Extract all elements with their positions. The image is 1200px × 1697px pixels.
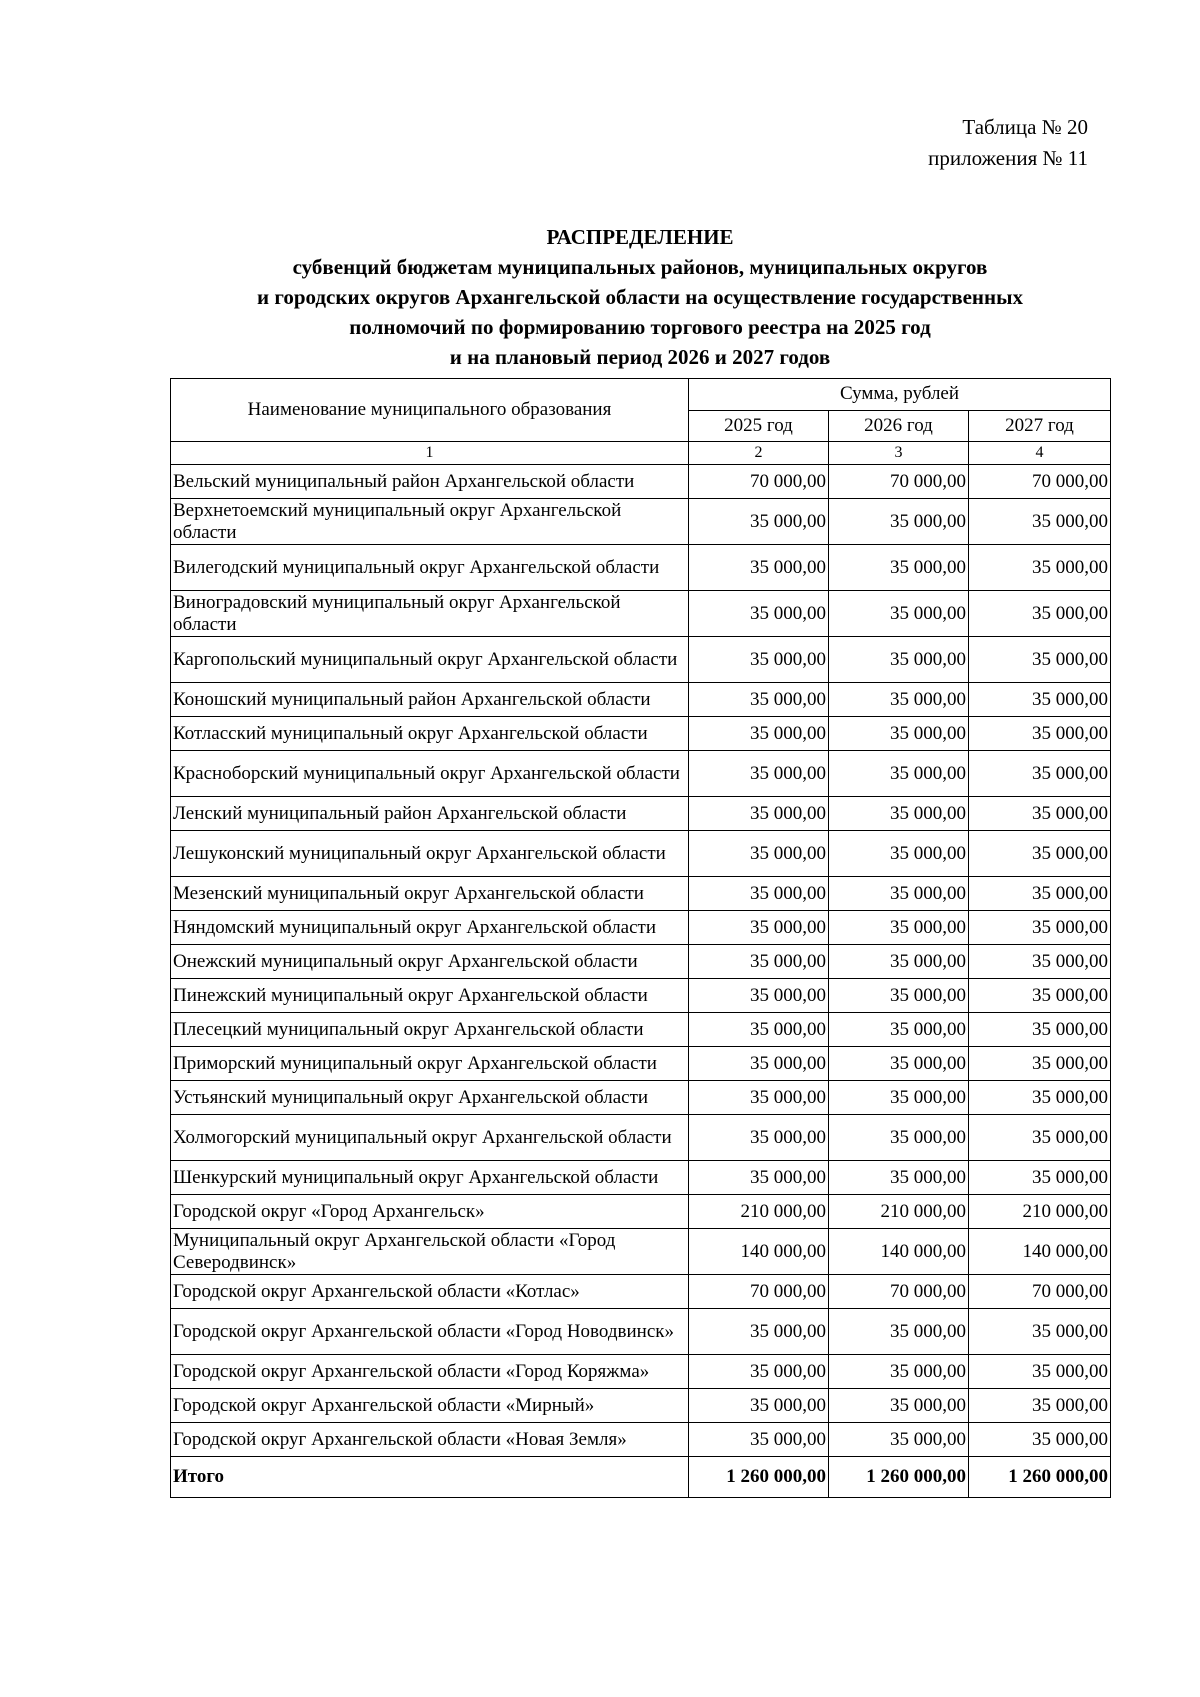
amount-2026-cell: 140 000,00 xyxy=(829,1229,969,1275)
amount-2026-cell: 35 000,00 xyxy=(829,591,969,637)
amount-2026-cell: 35 000,00 xyxy=(829,1081,969,1115)
title-heading: РАСПРЕДЕЛЕНИЕ xyxy=(546,225,734,249)
amount-2027-cell: 210 000,00 xyxy=(969,1195,1111,1229)
municipality-name-cell: Холмогорский муниципальный округ Архангельской области xyxy=(171,1115,689,1161)
amount-2026-cell: 35 000,00 xyxy=(829,1309,969,1355)
amount-2027-cell: 35 000,00 xyxy=(969,637,1111,683)
amount-2026-cell: 35 000,00 xyxy=(829,1355,969,1389)
table-row xyxy=(171,1047,1111,1081)
amount-2026-cell: 35 000,00 xyxy=(829,831,969,877)
amount-2026-cell: 210 000,00 xyxy=(829,1195,969,1229)
amount-2025-cell: 35 000,00 xyxy=(689,1309,829,1355)
municipality-name-cell: Ленский муниципальный район Архангельской области xyxy=(171,797,689,831)
amount-2025-cell: 35 000,00 xyxy=(689,1115,829,1161)
amount-2027-cell: 35 000,00 xyxy=(969,1047,1111,1081)
amount-2027-cell: 70 000,00 xyxy=(969,465,1111,499)
amount-2025-cell: 35 000,00 xyxy=(689,797,829,831)
municipality-name-cell: Красноборский муниципальный округ Архангельской области xyxy=(171,751,689,797)
amount-2027-cell: 35 000,00 xyxy=(969,1161,1111,1195)
municipality-name-cell: Вилегодский муниципальный округ Архангельской области xyxy=(171,545,689,591)
table-row xyxy=(171,1081,1111,1115)
table-row xyxy=(171,591,1111,637)
total-2027: 1 260 000,00 xyxy=(969,1457,1111,1498)
table-row xyxy=(171,797,1111,831)
title-line-2: и городских округов Архангельской области на осуществление государственных xyxy=(257,285,1023,309)
total-2025: 1 260 000,00 xyxy=(689,1457,829,1498)
amount-2025-cell: 210 000,00 xyxy=(689,1195,829,1229)
table-row xyxy=(171,1389,1111,1423)
annex-table-number: Таблица № 20 xyxy=(962,115,1088,139)
amount-2026-cell: 35 000,00 xyxy=(829,979,969,1013)
amount-2026-cell: 35 000,00 xyxy=(829,1161,969,1195)
column-number: 3 xyxy=(829,442,969,465)
amount-2027-cell: 35 000,00 xyxy=(969,1081,1111,1115)
title-line-1: субвенций бюджетам муниципальных районов, муниципальных округов xyxy=(292,255,988,279)
municipality-name-cell: Городской округ Архангельской области «Город Новодвинск» xyxy=(171,1309,689,1355)
amount-2026-cell: 35 000,00 xyxy=(829,911,969,945)
table-row xyxy=(171,1013,1111,1047)
column-number: 1 xyxy=(171,442,689,465)
amount-2026-cell: 35 000,00 xyxy=(829,1047,969,1081)
column-number: 4 xyxy=(969,442,1111,465)
amount-2026-cell: 35 000,00 xyxy=(829,545,969,591)
amount-2027-cell: 35 000,00 xyxy=(969,1423,1111,1457)
amount-2026-cell: 35 000,00 xyxy=(829,1389,969,1423)
municipality-name-cell: Мезенский муниципальный округ Архангельской области xyxy=(171,877,689,911)
amount-2026-cell: 35 000,00 xyxy=(829,683,969,717)
municipality-name-cell: Котласский муниципальный округ Архангельской области xyxy=(171,717,689,751)
table-row xyxy=(171,831,1111,877)
amount-2025-cell: 35 000,00 xyxy=(689,1081,829,1115)
amount-2027-cell: 35 000,00 xyxy=(969,877,1111,911)
amount-2026-cell: 35 000,00 xyxy=(829,499,969,545)
amount-2027-cell: 35 000,00 xyxy=(969,1389,1111,1423)
table-row xyxy=(171,1229,1111,1275)
amount-2027-cell: 35 000,00 xyxy=(969,545,1111,591)
amount-2025-cell: 35 000,00 xyxy=(689,1161,829,1195)
table-row xyxy=(171,945,1111,979)
table-row xyxy=(171,877,1111,911)
table-row xyxy=(171,1423,1111,1457)
municipality-name-cell: Лешуконский муниципальный округ Архангельской области xyxy=(171,831,689,877)
table-row xyxy=(171,683,1111,717)
amount-2026-cell: 35 000,00 xyxy=(829,797,969,831)
municipality-name-cell: Городской округ Архангельской области «Город Коряжма» xyxy=(171,1355,689,1389)
amount-2025-cell: 35 000,00 xyxy=(689,911,829,945)
municipality-name-cell: Муниципальный округ Архангельской области «Город Северодвинск» xyxy=(171,1229,689,1275)
amount-2025-cell: 70 000,00 xyxy=(689,1275,829,1309)
municipality-name-cell: Городской округ Архангельской области «Котлас» xyxy=(171,1275,689,1309)
table-row xyxy=(171,1355,1111,1389)
municipality-name-cell: Городской округ Архангельской области «Мирный» xyxy=(171,1389,689,1423)
amount-2027-cell: 35 000,00 xyxy=(969,979,1111,1013)
municipality-name-cell: Приморский муниципальный округ Архангельской области xyxy=(171,1047,689,1081)
amount-2027-cell: 70 000,00 xyxy=(969,1275,1111,1309)
municipality-name-cell: Пинежский муниципальный округ Архангельской области xyxy=(171,979,689,1013)
distribution-table xyxy=(170,378,1111,1498)
column-number: 2 xyxy=(689,442,829,465)
amount-2025-cell: 35 000,00 xyxy=(689,1389,829,1423)
amount-2025-cell: 35 000,00 xyxy=(689,1013,829,1047)
amount-2025-cell: 35 000,00 xyxy=(689,683,829,717)
document-title xyxy=(160,222,1120,372)
annex-reference xyxy=(928,112,1088,174)
total-2026: 1 260 000,00 xyxy=(829,1457,969,1498)
header-sum: Сумма, рублей xyxy=(689,379,1111,411)
amount-2027-cell: 35 000,00 xyxy=(969,1013,1111,1047)
amount-2026-cell: 70 000,00 xyxy=(829,465,969,499)
municipality-name-cell: Городской округ «Город Архангельск» xyxy=(171,1195,689,1229)
amount-2026-cell: 35 000,00 xyxy=(829,1115,969,1161)
municipality-name-cell: Виноградовский муниципальный округ Архангельской области xyxy=(171,591,689,637)
table-row xyxy=(171,751,1111,797)
table-row xyxy=(171,1275,1111,1309)
amount-2026-cell: 35 000,00 xyxy=(829,751,969,797)
table-row xyxy=(171,1161,1111,1195)
table-row xyxy=(171,1115,1111,1161)
amount-2026-cell: 35 000,00 xyxy=(829,1013,969,1047)
amount-2025-cell: 35 000,00 xyxy=(689,877,829,911)
municipality-name-cell: Шенкурский муниципальный округ Архангельской области xyxy=(171,1161,689,1195)
amount-2027-cell: 35 000,00 xyxy=(969,717,1111,751)
title-line-4: и на плановый период 2026 и 2027 годов xyxy=(449,345,831,369)
amount-2025-cell: 35 000,00 xyxy=(689,1047,829,1081)
municipality-name-cell: Няндомский муниципальный округ Архангельской области xyxy=(171,911,689,945)
municipality-name-cell: Городской округ Архангельской области «Новая Земля» xyxy=(171,1423,689,1457)
amount-2027-cell: 35 000,00 xyxy=(969,591,1111,637)
header-year-2027: 2027 год xyxy=(969,410,1111,442)
amount-2026-cell: 70 000,00 xyxy=(829,1275,969,1309)
amount-2027-cell: 35 000,00 xyxy=(969,797,1111,831)
table-row xyxy=(171,1195,1111,1229)
amount-2027-cell: 35 000,00 xyxy=(969,1355,1111,1389)
table-row xyxy=(171,979,1111,1013)
amount-2025-cell: 35 000,00 xyxy=(689,831,829,877)
municipality-name-cell: Устьянский муниципальный округ Архангельской области xyxy=(171,1081,689,1115)
amount-2025-cell: 140 000,00 xyxy=(689,1229,829,1275)
municipality-name-cell: Каргопольский муниципальный округ Архангельской области xyxy=(171,637,689,683)
amount-2025-cell: 35 000,00 xyxy=(689,945,829,979)
amount-2026-cell: 35 000,00 xyxy=(829,1423,969,1457)
amount-2025-cell: 35 000,00 xyxy=(689,751,829,797)
amount-2026-cell: 35 000,00 xyxy=(829,637,969,683)
amount-2027-cell: 35 000,00 xyxy=(969,683,1111,717)
amount-2027-cell: 35 000,00 xyxy=(969,1115,1111,1161)
amount-2027-cell: 35 000,00 xyxy=(969,911,1111,945)
header-municipality-name: Наименование муниципального образования xyxy=(171,379,689,442)
table-row xyxy=(171,499,1111,545)
total-label: Итого xyxy=(171,1457,689,1498)
amount-2025-cell: 70 000,00 xyxy=(689,465,829,499)
amount-2027-cell: 35 000,00 xyxy=(969,1309,1111,1355)
total-row xyxy=(171,1457,1111,1498)
header-year-2026: 2026 год xyxy=(829,410,969,442)
amount-2027-cell: 35 000,00 xyxy=(969,751,1111,797)
amount-2025-cell: 35 000,00 xyxy=(689,591,829,637)
table-row xyxy=(171,465,1111,499)
amount-2026-cell: 35 000,00 xyxy=(829,877,969,911)
amount-2027-cell: 35 000,00 xyxy=(969,831,1111,877)
amount-2027-cell: 35 000,00 xyxy=(969,499,1111,545)
header-year-2025: 2025 год xyxy=(689,410,829,442)
municipality-name-cell: Плесецкий муниципальный округ Архангельской области xyxy=(171,1013,689,1047)
title-line-3: полномочий по формированию торгового реестра на 2025 год xyxy=(349,315,931,339)
table-row xyxy=(171,911,1111,945)
municipality-name-cell: Онежский муниципальный округ Архангельской области xyxy=(171,945,689,979)
amount-2026-cell: 35 000,00 xyxy=(829,717,969,751)
amount-2025-cell: 35 000,00 xyxy=(689,979,829,1013)
amount-2026-cell: 35 000,00 xyxy=(829,945,969,979)
amount-2025-cell: 35 000,00 xyxy=(689,717,829,751)
municipality-name-cell: Вельский муниципальный район Архангельской области xyxy=(171,465,689,499)
municipality-name-cell: Коношский муниципальный район Архангельской области xyxy=(171,683,689,717)
amount-2027-cell: 140 000,00 xyxy=(969,1229,1111,1275)
table-row xyxy=(171,545,1111,591)
table-body xyxy=(171,465,1111,1457)
table-row xyxy=(171,637,1111,683)
table-row xyxy=(171,717,1111,751)
amount-2025-cell: 35 000,00 xyxy=(689,637,829,683)
amount-2025-cell: 35 000,00 xyxy=(689,1355,829,1389)
amount-2025-cell: 35 000,00 xyxy=(689,499,829,545)
amount-2025-cell: 35 000,00 xyxy=(689,545,829,591)
table-row xyxy=(171,1309,1111,1355)
annex-appendix-number: приложения № 11 xyxy=(928,146,1088,170)
municipality-name-cell: Верхнетоемский муниципальный округ Архангельской области xyxy=(171,499,689,545)
amount-2025-cell: 35 000,00 xyxy=(689,1423,829,1457)
amount-2027-cell: 35 000,00 xyxy=(969,945,1111,979)
